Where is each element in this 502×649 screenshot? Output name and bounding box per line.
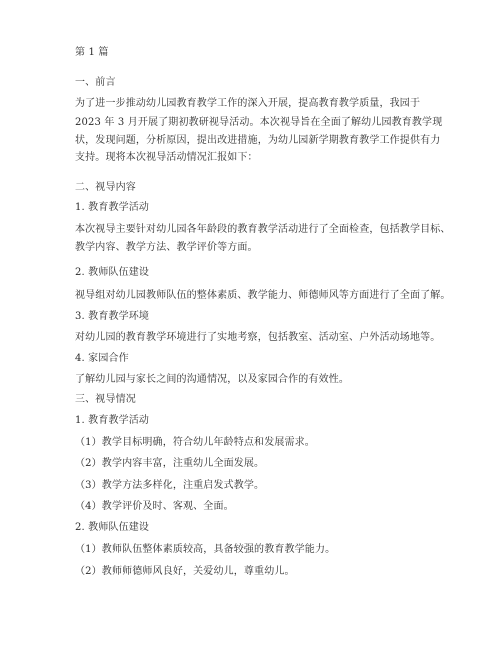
situation-item-1-title: 1. 教育教学活动 [75, 415, 150, 426]
situation-heading: 三、视导情况 [75, 394, 136, 405]
page-label: 第 1 篇 [75, 47, 109, 58]
situation-item-1-subitem-2: （2）教学内容丰富，注重幼儿全面发展。 [75, 458, 265, 469]
content-item-1-text-line-1: 本次视导主要针对幼儿园各年龄段的教育教学活动进行了全面检查，包括教学目标、 [75, 224, 451, 235]
content-item-1-title: 1. 教育教学活动 [75, 202, 150, 213]
situation-item-2-subitem-2: （2）教师师德师风良好，关爱幼儿，尊重幼儿。 [75, 566, 295, 577]
situation-item-2-subitem-1: （1）教师队伍整体素质较高，具备较强的教育教学能力。 [75, 544, 336, 555]
content-item-1-text-line-2: 教学内容、教学方法、教学评价等方面。 [75, 242, 258, 253]
situation-item-1-subitem-3: （3）教学方法多样化，注重启发式教学。 [75, 480, 265, 491]
preface-paragraph-line-3: 状，发现问题，分析原因，提出改进措施，为幼儿园新学期教育教学工作提供有力 [75, 135, 441, 146]
content-item-3-title: 3. 教育教学环境 [75, 311, 150, 322]
situation-item-1-subitem-1: （1）教学目标明确，符合幼儿年龄特点和发展需求。 [75, 437, 315, 448]
situation-item-1-subitem-4: （4）教学评价及时、客观、全面。 [75, 501, 234, 512]
content-item-2-text: 视导组对幼儿园教师队伍的整体素质、教学能力、师德师风等方面进行了全面了解。 [75, 290, 451, 301]
content-item-4-text: 了解幼儿园与家长之间的沟通情况，以及家园合作的有效性。 [75, 374, 350, 385]
content-item-3-text: 对幼儿园的教育教学环境进行了实地考察，包括教室、活动室、户外活动场地等。 [75, 332, 441, 343]
preface-paragraph-line-2: 2023 年 3 月开展了期初教研视导活动。本次视导旨在全面了解幼儿园教育教学现 [75, 117, 443, 128]
content-item-4-title: 4. 家园合作 [75, 353, 129, 364]
preface-paragraph-line-4: 支持。现将本次视导活动情况汇报如下： [75, 152, 258, 163]
content-heading: 二、视导内容 [75, 182, 136, 193]
preface-paragraph-line-1: 为了进一步推动幼儿园教育教学工作的深入开展，提高教育教学质量，我园于 [75, 98, 421, 109]
preface-heading: 一、前言 [75, 77, 116, 88]
situation-item-2-title: 2. 教师队伍建设 [75, 522, 150, 533]
content-item-2-title: 2. 教师队伍建设 [75, 267, 150, 278]
